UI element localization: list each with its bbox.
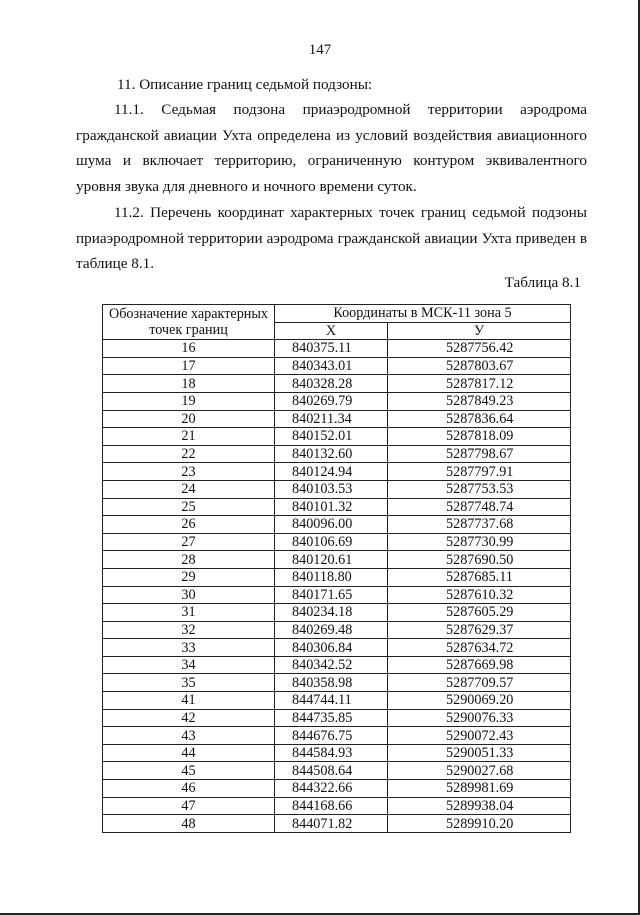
table-row (103, 392, 571, 410)
y-cell (388, 463, 571, 481)
point-cell: 23 (103, 463, 275, 481)
table-row (103, 692, 571, 710)
table-row (103, 516, 571, 534)
x-cell (275, 516, 388, 534)
y-cell (388, 375, 571, 393)
point-cell: 47 (103, 797, 275, 815)
y-value: 5287797.91 (446, 463, 514, 480)
header-coordinates: Координаты в МСК-11 зона 5 (275, 305, 571, 323)
x-value: 844676.75 (292, 727, 353, 744)
point-cell: 19 (103, 392, 275, 410)
x-cell (275, 533, 388, 551)
point-cell: 18 (103, 375, 275, 393)
x-value: 840124.94 (292, 463, 353, 480)
section-heading: 11. Описание границ седьмой подзоны: (117, 76, 373, 93)
y-value: 5287634.72 (446, 639, 514, 656)
point-cell: 16 (103, 340, 275, 358)
header-point: Обозначение характерных точек границ (103, 305, 275, 340)
y-value: 5287629.37 (446, 621, 514, 638)
y-value: 5287836.64 (446, 410, 514, 427)
x-value: 840132.60 (292, 446, 353, 463)
y-value: 5287817.12 (446, 375, 514, 392)
table-row (103, 428, 571, 446)
table-row (103, 551, 571, 569)
table-row (103, 533, 571, 551)
x-value: 840171.65 (292, 586, 353, 603)
x-cell (275, 375, 388, 393)
y-value: 5287669.98 (446, 657, 514, 674)
point-cell: 28 (103, 551, 275, 569)
x-cell (275, 780, 388, 798)
point-cell: 44 (103, 744, 275, 762)
y-value: 5287709.57 (446, 674, 514, 691)
point-cell: 34 (103, 656, 275, 674)
table-row (103, 815, 571, 833)
y-cell (388, 410, 571, 428)
y-cell (388, 586, 571, 604)
x-cell (275, 604, 388, 622)
y-value: 5289910.20 (446, 815, 514, 832)
point-cell: 42 (103, 709, 275, 727)
y-cell (388, 445, 571, 463)
x-value: 840211.34 (292, 410, 352, 427)
x-value: 840343.01 (292, 358, 353, 375)
table-row (103, 762, 571, 780)
table-row (103, 375, 571, 393)
y-value: 5287690.50 (446, 551, 514, 568)
y-value: 5287748.74 (446, 498, 514, 515)
y-value: 5287605.29 (446, 604, 514, 621)
x-value: 840096.00 (292, 516, 353, 533)
table-row (103, 357, 571, 375)
y-value: 5287753.53 (446, 481, 514, 498)
table-row (103, 797, 571, 815)
page-number: 147 (308, 42, 332, 58)
point-cell: 25 (103, 498, 275, 516)
table-row (103, 586, 571, 604)
table-row (103, 498, 571, 516)
y-cell (388, 428, 571, 446)
x-cell (275, 762, 388, 780)
y-cell (388, 340, 571, 358)
point-cell: 43 (103, 727, 275, 745)
y-value: 5290069.20 (446, 692, 514, 709)
y-value: 5289981.69 (446, 780, 514, 797)
point-cell: 26 (103, 516, 275, 534)
table-row (103, 604, 571, 622)
y-cell (388, 604, 571, 622)
x-cell (275, 410, 388, 428)
y-value: 5287730.99 (446, 534, 514, 551)
y-cell (388, 709, 571, 727)
x-value: 840358.98 (292, 674, 353, 691)
x-value: 840269.48 (292, 621, 353, 638)
x-cell (275, 639, 388, 657)
x-value: 840375.11 (292, 340, 352, 357)
point-cell: 41 (103, 692, 275, 710)
point-cell: 17 (103, 357, 275, 375)
point-cell: 20 (103, 410, 275, 428)
x-cell (275, 568, 388, 586)
y-value: 5287737.68 (446, 516, 514, 533)
y-cell (388, 639, 571, 657)
y-cell (388, 516, 571, 534)
y-cell (388, 744, 571, 762)
point-cell: 27 (103, 533, 275, 551)
header-y: У (388, 322, 571, 340)
y-cell (388, 533, 571, 551)
y-cell (388, 392, 571, 410)
y-value: 5289938.04 (446, 797, 514, 814)
table-row (103, 621, 571, 639)
x-cell (275, 498, 388, 516)
table-row (103, 656, 571, 674)
y-cell (388, 815, 571, 833)
y-cell (388, 780, 571, 798)
x-cell (275, 674, 388, 692)
point-cell: 45 (103, 762, 275, 780)
header-x: X (275, 322, 388, 340)
x-cell (275, 392, 388, 410)
point-cell: 46 (103, 780, 275, 798)
table-row (103, 445, 571, 463)
x-value: 840118.80 (292, 569, 352, 586)
point-cell: 30 (103, 586, 275, 604)
table-row (103, 463, 571, 481)
x-cell (275, 586, 388, 604)
point-cell: 21 (103, 428, 275, 446)
x-cell (275, 621, 388, 639)
point-cell: 33 (103, 639, 275, 657)
y-value: 5290076.33 (446, 709, 514, 726)
y-value: 5287803.67 (446, 358, 514, 375)
x-value: 840234.18 (292, 604, 353, 621)
table-body (103, 340, 571, 833)
paragraph-11-2: 11.2. Перечень координат характерных точек границ седьмой подзоны приаэродромной территории аэродрома гражданской авиации Ухта приведен в таблице 8.1. (76, 204, 587, 272)
table-row (103, 480, 571, 498)
point-cell: 35 (103, 674, 275, 692)
x-cell (275, 692, 388, 710)
x-cell (275, 445, 388, 463)
y-value: 5290051.33 (446, 745, 514, 762)
y-cell (388, 551, 571, 569)
y-value: 5287756.42 (446, 340, 514, 357)
x-cell (275, 340, 388, 358)
y-value: 5287685.11 (446, 569, 513, 586)
y-value: 5287798.67 (446, 446, 514, 463)
table-caption: Таблица 8.1 (504, 274, 581, 291)
y-value: 5287818.09 (446, 428, 514, 445)
x-value: 844322.66 (292, 780, 353, 797)
point-cell: 31 (103, 604, 275, 622)
y-cell (388, 674, 571, 692)
y-cell (388, 727, 571, 745)
table-row (103, 639, 571, 657)
x-value: 840152.01 (292, 428, 353, 445)
table-row (103, 568, 571, 586)
x-value: 840106.69 (292, 534, 353, 551)
x-cell (275, 428, 388, 446)
x-cell (275, 815, 388, 833)
x-cell (275, 744, 388, 762)
x-value: 840269.79 (292, 393, 353, 410)
point-cell: 22 (103, 445, 275, 463)
y-value: 5287610.32 (446, 586, 514, 603)
x-value: 844071.82 (292, 815, 353, 832)
x-cell (275, 551, 388, 569)
x-value: 844584.93 (292, 745, 353, 762)
y-cell (388, 797, 571, 815)
y-value: 5287849.23 (446, 393, 514, 410)
table-row (103, 727, 571, 745)
x-value: 840101.32 (292, 498, 353, 515)
x-value: 840342.52 (292, 657, 353, 674)
x-value: 840328.28 (292, 375, 353, 392)
x-cell (275, 480, 388, 498)
y-cell (388, 621, 571, 639)
table-row (103, 340, 571, 358)
point-cell: 24 (103, 480, 275, 498)
x-cell (275, 709, 388, 727)
x-value: 844735.85 (292, 709, 353, 726)
y-cell (388, 498, 571, 516)
x-cell (275, 727, 388, 745)
table-row (103, 410, 571, 428)
x-value: 840103.53 (292, 481, 353, 498)
x-cell (275, 656, 388, 674)
y-cell (388, 762, 571, 780)
x-value: 840306.84 (292, 639, 353, 656)
y-value: 5290072.43 (446, 727, 514, 744)
y-cell (388, 357, 571, 375)
y-value: 5290027.68 (446, 762, 514, 779)
point-cell: 48 (103, 815, 275, 833)
x-value: 844508.64 (292, 762, 353, 779)
y-cell (388, 568, 571, 586)
table-row (103, 709, 571, 727)
table-row (103, 744, 571, 762)
table-row (103, 674, 571, 692)
table-row (103, 780, 571, 798)
x-cell (275, 463, 388, 481)
x-value: 844744.11 (292, 692, 352, 709)
x-value: 844168.66 (292, 797, 353, 814)
point-cell: 29 (103, 568, 275, 586)
y-cell (388, 656, 571, 674)
x-cell (275, 797, 388, 815)
coordinates-table (102, 304, 571, 833)
x-value: 840120.61 (292, 551, 353, 568)
y-cell (388, 692, 571, 710)
point-cell: 32 (103, 621, 275, 639)
y-cell (388, 480, 571, 498)
paragraph-11-1: 11.1. Седьмая подзона приаэродромной территории аэродрома гражданской авиации Ухта определена из условий воздействия авиационного шума и включает территорию, ограниченную контуром эквивалентного уровня звука для дневного и ночного времени суток. (76, 101, 587, 195)
x-cell (275, 357, 388, 375)
